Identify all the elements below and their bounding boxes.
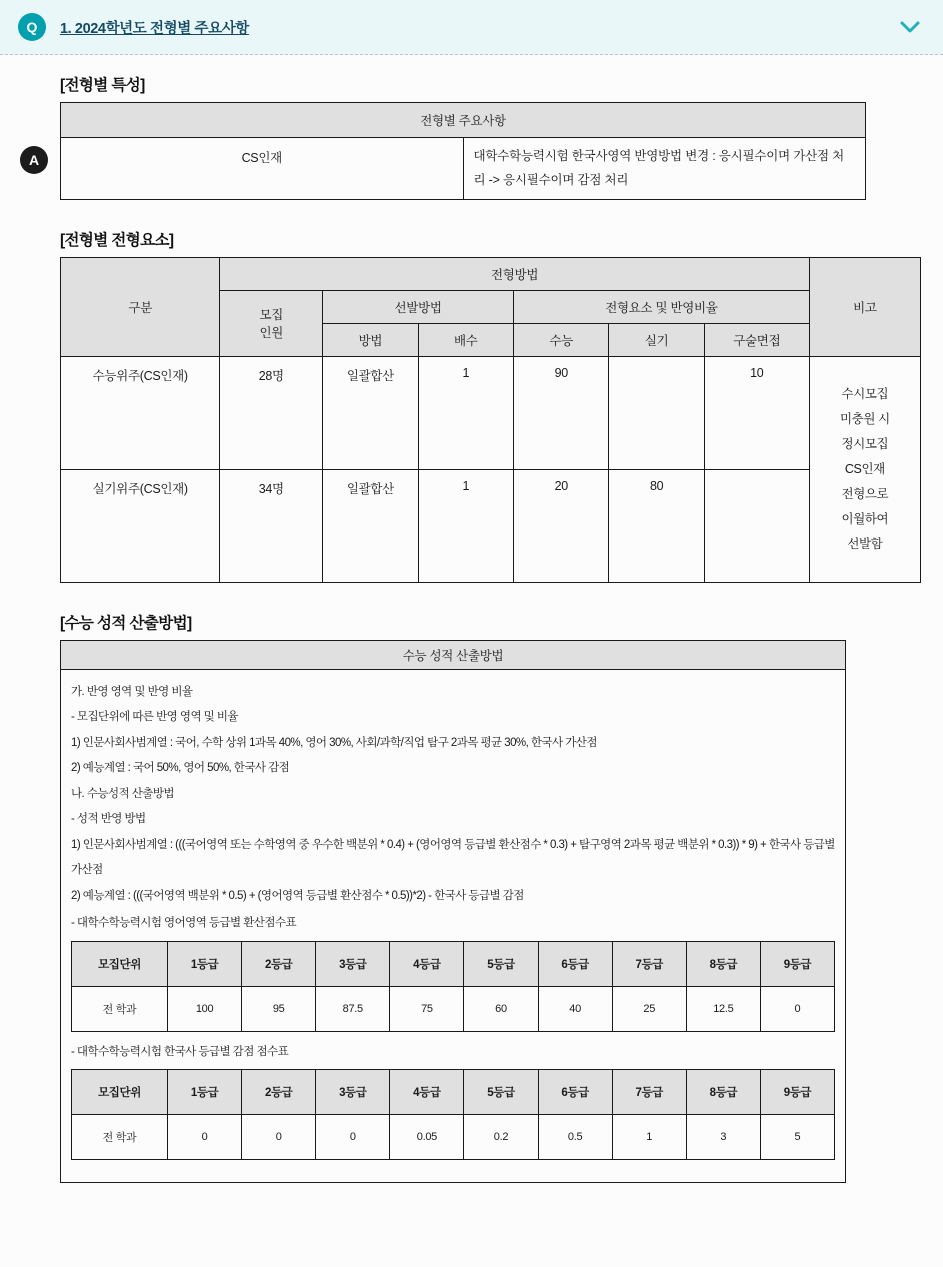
eng-td-6: 40 (538, 986, 612, 1031)
hist-td-2: 0 (242, 1115, 316, 1160)
eng-td-4: 75 (390, 986, 464, 1031)
eng-td-3: 87.5 (316, 986, 390, 1031)
calc-formula-humanities: 1) 인문사회사범계열 : (((국어영역 또는 수학영역 중 우수한 백분위 * 0.4) + (영어영역 등급별 환산점수 * 0.3) + 탐구영역 2과목 평균 백분위 * 0.3)) * 9) + 한국사 등급별 가산점 (71, 838, 835, 877)
eng-td-2: 95 (242, 986, 316, 1031)
th-gubun: 구분 (61, 257, 220, 356)
table-row (61, 669, 846, 1183)
answer-badge: A (20, 146, 48, 174)
th-remark: 비고 (809, 257, 920, 356)
table-row (61, 138, 866, 200)
section-title-characteristics: [전형별 특성] (60, 77, 145, 94)
table-score-calculation (60, 640, 846, 1184)
eng-td-0: 전 학과 (72, 986, 168, 1031)
eng-th-1: 1등급 (168, 941, 242, 986)
hist-th-4: 4등급 (390, 1070, 464, 1115)
table3-body-cell (61, 669, 846, 1183)
eng-td-9: 0 (760, 986, 834, 1031)
eng-th-5: 5등급 (464, 941, 538, 986)
th-method: 방법 (323, 323, 418, 356)
row0-suneung: 90 (514, 356, 609, 469)
th-method-group: 전형방법 (220, 257, 809, 290)
row1-practical: 80 (609, 469, 704, 582)
row1-method: 일괄합산 (323, 469, 418, 582)
row0-gubun: 수능위주(CS인재) (61, 356, 220, 469)
table-row (72, 1115, 835, 1160)
hist-td-9: 5 (760, 1115, 834, 1160)
row0-practical (609, 356, 704, 469)
row1-multiple: 1 (418, 469, 513, 582)
eng-td-7: 25 (612, 986, 686, 1031)
th-quota-line1: 모집 (259, 308, 284, 323)
hist-th-8: 8등급 (686, 1070, 760, 1115)
th-quota-line2: 인원 (259, 326, 284, 341)
eng-th-2: 2등급 (242, 941, 316, 986)
hist-td-1: 0 (168, 1115, 242, 1160)
row0-method: 일괄합산 (323, 356, 418, 469)
table-row (61, 103, 866, 138)
eng-th-3: 3등급 (316, 941, 390, 986)
history-deduction-note: - 대학수학능력시험 한국사 등급별 감점 점수표 (71, 1045, 289, 1058)
th-suneung: 수능 (514, 323, 609, 356)
th-practical: 실기 (609, 323, 704, 356)
calc-line: 가. 반영 영역 및 반영 비율 (71, 685, 193, 698)
table-history-deduction (71, 1069, 835, 1160)
hist-td-7: 1 (612, 1115, 686, 1160)
table-row (72, 986, 835, 1031)
calc-line: - 모집단위에 따른 반영 영역 및 비율 (71, 711, 238, 724)
row1-suneung: 20 (514, 469, 609, 582)
hist-td-0: 전 학과 (72, 1115, 168, 1160)
eng-td-5: 60 (464, 986, 538, 1031)
remark-line: 이월하여 (841, 511, 889, 526)
question-title-link[interactable]: 1. 2024학년도 전형별 주요사항 (60, 20, 249, 37)
answer-body (0, 55, 943, 1183)
table1-header-cell: 전형별 주요사항 (61, 103, 866, 138)
table-row (61, 469, 921, 582)
eng-td-1: 100 (168, 986, 242, 1031)
table1-row-label: CS인재 (61, 138, 464, 200)
remark-line: 미충원 시 (839, 411, 890, 426)
answer-content (60, 73, 890, 1183)
table-admission-highlights (60, 102, 866, 200)
table1-row-text: 대학수학능력시험 한국사영역 반영방법 변경 : 응시필수이며 가산점 처리 -> 응시필수이며 감점 처리 (463, 138, 866, 200)
eng-th-7: 7등급 (612, 941, 686, 986)
hist-th-2: 2등급 (242, 1070, 316, 1115)
remark-line: 선발함 (847, 536, 883, 551)
table-english-conversion (71, 941, 835, 1032)
remark-line: 수시모집 (841, 386, 889, 401)
remark-line: 전형으로 (841, 486, 889, 501)
remark-line: 정시모집 (841, 436, 889, 451)
table-row (72, 941, 835, 986)
row0-quota: 28명 (220, 356, 323, 469)
hist-td-6: 0.5 (538, 1115, 612, 1160)
table-row (61, 640, 846, 669)
remark-line: CS인재 (844, 461, 885, 476)
row0-interview: 10 (704, 356, 809, 469)
hist-td-5: 0.2 (464, 1115, 538, 1160)
row1-gubun: 실기위주(CS인재) (61, 469, 220, 582)
eng-th-9: 9등급 (760, 941, 834, 986)
chevron-down-icon[interactable] (897, 14, 923, 40)
hist-th-1: 1등급 (168, 1070, 242, 1115)
th-selection-group: 선발방법 (323, 290, 514, 323)
eng-th-6: 6등급 (538, 941, 612, 986)
table-row (61, 257, 921, 290)
hist-td-3: 0 (316, 1115, 390, 1160)
eng-td-8: 12.5 (686, 986, 760, 1031)
hist-td-8: 3 (686, 1115, 760, 1160)
hist-th-9: 9등급 (760, 1070, 834, 1115)
row0-multiple: 1 (418, 356, 513, 469)
table3-header-cell: 수능 성적 산출방법 (61, 640, 846, 669)
eng-th-8: 8등급 (686, 941, 760, 986)
answer-badge-holder (20, 146, 48, 174)
th-interview: 구술면접 (704, 323, 809, 356)
calc-formula-arts: 2) 예능계열 : (((국어영역 백분위 * 0.5) + (영어영역 등급별 환산점수 * 0.5))*2) - 한국사 등급별 감점 (71, 889, 524, 902)
question-header-bar[interactable] (0, 0, 943, 55)
row1-interview (704, 469, 809, 582)
row1-quota: 34명 (220, 469, 323, 582)
calc-line: 나. 수능성적 산출방법 (71, 787, 174, 800)
hist-th-3: 3등급 (316, 1070, 390, 1115)
calc-line: 1) 인문사회사범계열 : 국어, 수학 상위 1과목 40%, 영어 30%, 사회/과학/직업 탐구 2과목 평균 30%, 한국사 가산점 (71, 736, 597, 749)
hist-th-6: 6등급 (538, 1070, 612, 1115)
th-multiple: 배수 (418, 323, 513, 356)
section-title-score-calculation: [수능 성적 산출방법] (60, 614, 192, 632)
th-factor-group: 전형요소 및 반영비율 (514, 290, 810, 323)
eng-th-0: 모집단위 (72, 941, 168, 986)
table-row (72, 1070, 835, 1115)
table-row (61, 356, 921, 469)
section-title-evaluation-elements: [전형별 전형요소] (60, 231, 174, 249)
hist-th-7: 7등급 (612, 1070, 686, 1115)
calc-line: 2) 예능계열 : 국어 50%, 영어 50%, 한국사 감점 (71, 762, 290, 775)
th-quota (220, 290, 323, 356)
question-badge: Q (18, 13, 46, 41)
calc-line: - 성적 반영 방법 (71, 813, 146, 826)
hist-td-4: 0.05 (390, 1115, 464, 1160)
remark-cell (809, 356, 920, 582)
eng-th-4: 4등급 (390, 941, 464, 986)
hist-th-0: 모집단위 (72, 1070, 168, 1115)
english-conversion-note: - 대학수학능력시험 영어영역 등급별 환산점수표 (71, 917, 297, 930)
hist-th-5: 5등급 (464, 1070, 538, 1115)
table-evaluation-elements (60, 257, 921, 583)
